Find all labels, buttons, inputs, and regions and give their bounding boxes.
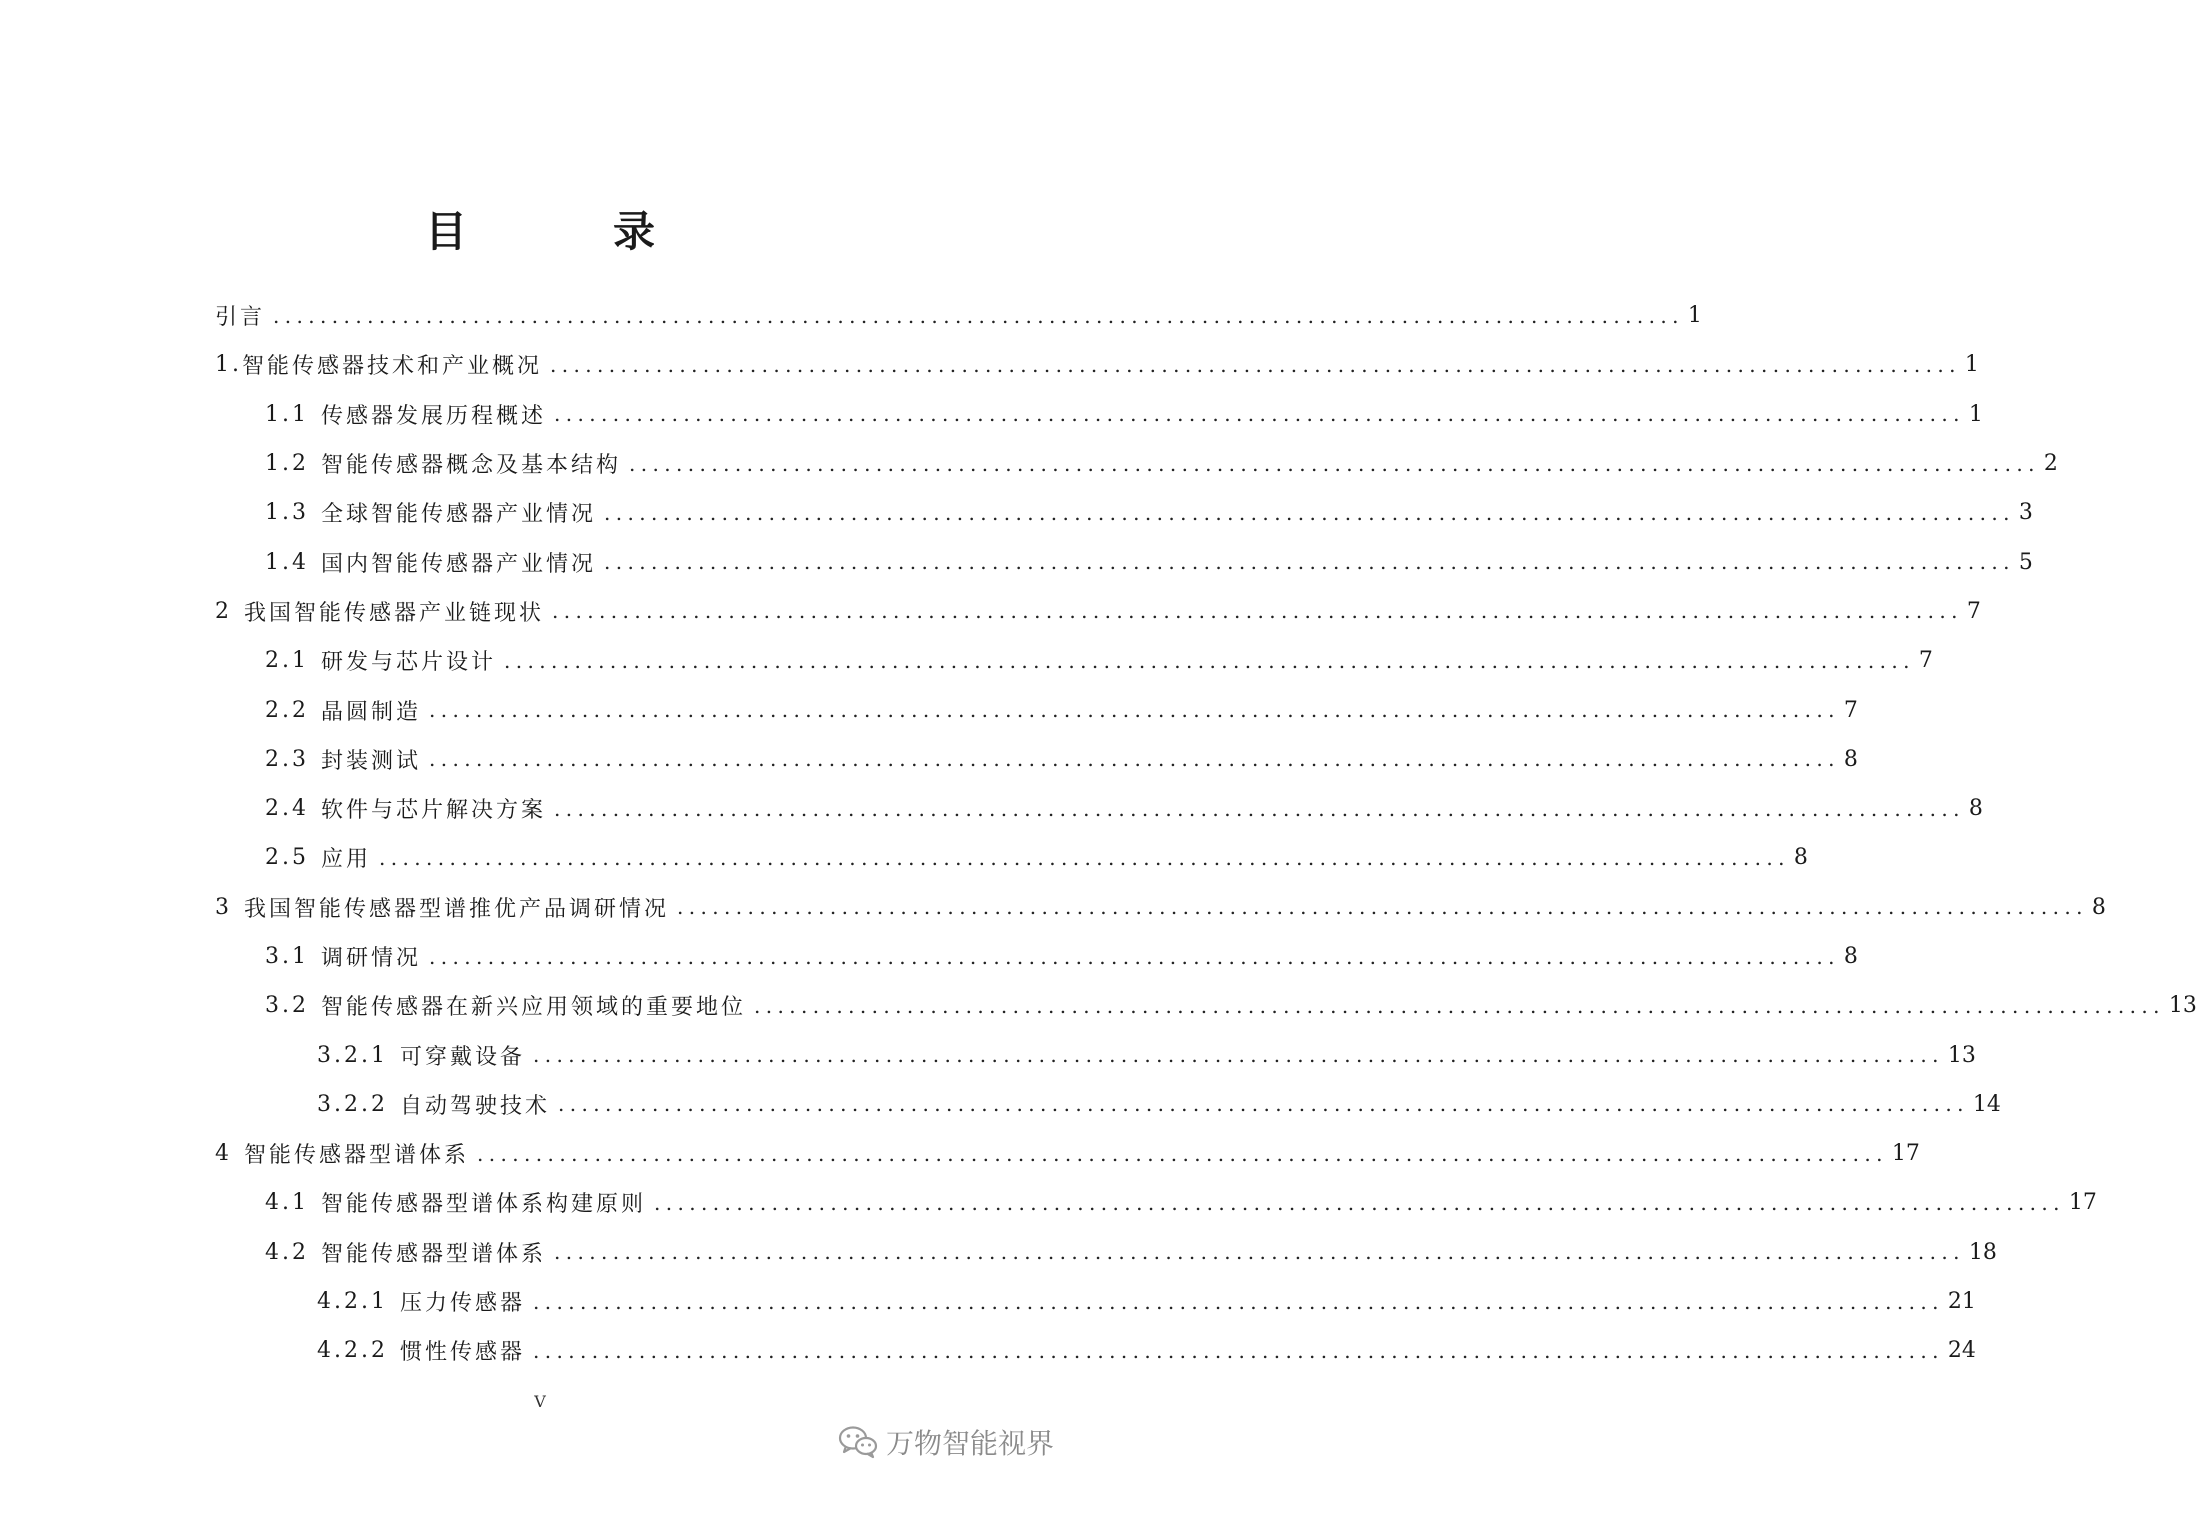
toc-entry-title: 软件与芯片解决方案 [321,798,547,824]
toc-entry [215,291,1702,340]
toc-entry-page: 13 [1947,1042,1976,1068]
toc-entry-number: 2.5 [265,845,309,871]
toc-entry-number: 3.2 [265,993,309,1019]
toc-entry-page: 7 [1918,648,1933,674]
toc-leader-dots: ........................................................................................................................ [604,550,2015,575]
toc-entry-number: 2 [215,598,232,624]
page-title: 目 录 [424,207,707,256]
toc-entry-title: 研发与芯片设计 [321,650,497,676]
toc-entry-title: 惯性传感器 [399,1340,525,1366]
toc-entry-title: 压力传感器 [399,1291,525,1317]
toc-entry-number: 2.1 [265,648,309,674]
toc-entry-page: 14 [1972,1091,2001,1117]
toc-entry-number: 3.2.1 [317,1042,388,1068]
toc-entry-number: 1. [215,352,242,378]
toc-entry-title: 智能传感器技术和产业概况 [242,354,543,380]
toc-entry-title: 调研情况 [321,946,422,971]
toc-leader-dots: ........................................................................................................................ [273,303,1684,328]
toc-entry [215,1326,1976,1375]
toc-entry [215,1080,2001,1129]
toc-entry-number: 3.1 [265,944,309,969]
watermark [838,1422,1054,1462]
toc-entry-page: 7 [1843,697,1858,723]
toc-entry-number: 1.4 [265,549,309,575]
toc-entry [215,981,2197,1030]
toc-entry-page: 17 [2068,1190,2097,1216]
toc-entry [215,1277,1976,1326]
watermark-text: 万物智能视界 [886,1427,1055,1460]
toc-entry [215,784,1983,833]
toc-entry-page: 3 [2018,500,2033,526]
toc-entry-title: 传感器发展历程概述 [321,403,547,429]
toc-entry-page: 21 [1947,1289,1976,1315]
toc-entry [215,1178,2097,1227]
toc-leader-dots: ........................................................................................................................ [550,352,1961,377]
toc-leader-dots: ........................................................................................................................ [533,1289,1944,1314]
toc-entry-title: 我国智能传感器型谱推优产品调研情况 [244,896,670,922]
toc-entry-title: 智能传感器型谱体系 [244,1143,470,1169]
page-number: V [534,1392,546,1411]
toc-entry-title: 应用 [321,847,372,873]
toc-entry-page: 8 [1793,845,1808,871]
toc-entry [215,537,2033,586]
toc-entry [215,685,1858,734]
toc-leader-dots: ........................................................................................................................ [429,944,1840,969]
toc-entry [215,1129,1920,1178]
toc-entry [215,488,2033,537]
toc-entry-page: 13 [2168,993,2197,1019]
toc-leader-dots: ........................................................................................................................ [554,796,1965,821]
toc-entry [215,1030,1976,1079]
toc-leader-dots: ........................................................................................................................ [554,402,1965,427]
toc-entry-page: 1 [1968,401,1983,427]
toc-entry [215,636,1933,685]
toc-leader-dots: ........................................................................................................................ [554,1240,1965,1265]
toc-entry-page: 18 [1968,1239,1997,1265]
toc-entry-number: 2.3 [265,746,309,772]
toc-entry-page: 1 [1687,303,1702,329]
toc-leader-dots: ........................................................................................................................ [533,1043,1944,1068]
toc-entry-number: 4 [215,1141,232,1167]
toc-leader-dots: ........................................................................................................................ [558,1092,1969,1117]
toc-entry [215,390,1983,439]
toc-leader-dots: ........................................................................................................................ [379,845,1790,870]
toc-leader-dots: ........................................................................................................................ [552,599,1963,624]
toc-entry-page: 1 [1964,352,1979,378]
toc-leader-dots: ........................................................................................................................ [604,500,2015,525]
toc-entry-number: 4.2.1 [317,1289,388,1315]
toc-leader-dots: ........................................................................................................................ [629,451,2040,476]
toc-leader-dots: ........................................................................................................................ [504,648,1915,673]
toc-leader-dots: ........................................................................................................................ [477,1141,1888,1166]
toc-entry [215,735,1858,784]
toc-entry-page: 8 [1843,746,1858,772]
toc-entry-title: 我国智能传感器产业链现状 [244,600,545,626]
toc-entry-number: 1.2 [265,451,309,477]
toc-entry-title: 引言 [215,305,266,331]
toc-leader-dots: ........................................................................................................................ [677,895,2088,920]
toc-entry-title: 国内智能传感器产业情况 [321,551,597,577]
toc-entry-title: 自动驾驶技术 [399,1093,550,1119]
toc-entry-number: 2.2 [265,697,309,723]
toc-entry-title: 智能传感器概念及基本结构 [321,453,622,479]
toc-leader-dots: ........................................................................................................................ [429,747,1840,772]
toc-entry [215,340,1979,389]
toc-entry-page: 7 [1966,598,1981,624]
toc-entry-title: 封装测试 [321,748,422,774]
toc-entry-number: 1.3 [265,500,309,526]
toc-entry [215,833,1808,882]
toc-entry [215,1228,1997,1277]
toc-entry-title: 智能传感器型谱体系 [321,1241,547,1267]
toc-entry-page: 8 [1968,796,1983,822]
toc-entry-number: 3 [215,894,232,920]
toc-leader-dots: ........................................................................................................................ [754,993,2165,1018]
toc-entry-page: 24 [1947,1338,1976,1364]
toc-entry-title: 全球智能传感器产业情况 [321,502,597,528]
toc-entry-page: 2 [2043,451,2058,477]
toc-entry [215,883,2106,932]
toc-entry [215,439,2058,488]
toc-entry-page: 8 [2091,894,2106,920]
toc-entry-number: 1.1 [265,401,309,427]
toc-entry-page: 5 [2018,549,2033,575]
toc-entry-number: 4.2 [265,1239,309,1265]
toc-entry [215,587,1981,636]
toc-entry-title: 智能传感器型谱体系构建原则 [321,1192,647,1218]
toc-entry-title: 可穿戴设备 [399,1044,525,1070]
toc-entry-number: 4.2.2 [317,1338,388,1364]
toc-leader-dots: ........................................................................................................................ [429,698,1840,723]
wechat-icon [838,1425,878,1459]
table-of-contents [215,291,2197,1376]
toc-entry-title: 晶圆制造 [321,699,422,725]
toc-entry [215,932,1858,981]
toc-entry-title: 智能传感器在新兴应用领域的重要地位 [321,995,747,1021]
toc-entry-page: 8 [1843,944,1858,969]
toc-entry-page: 17 [1891,1141,1920,1167]
toc-entry-number: 3.2.2 [317,1091,388,1117]
toc-leader-dots: ........................................................................................................................ [533,1338,1944,1363]
toc-entry-number: 4.1 [265,1190,309,1216]
toc-entry-number: 2.4 [265,796,309,822]
toc-leader-dots: ........................................................................................................................ [654,1190,2065,1215]
